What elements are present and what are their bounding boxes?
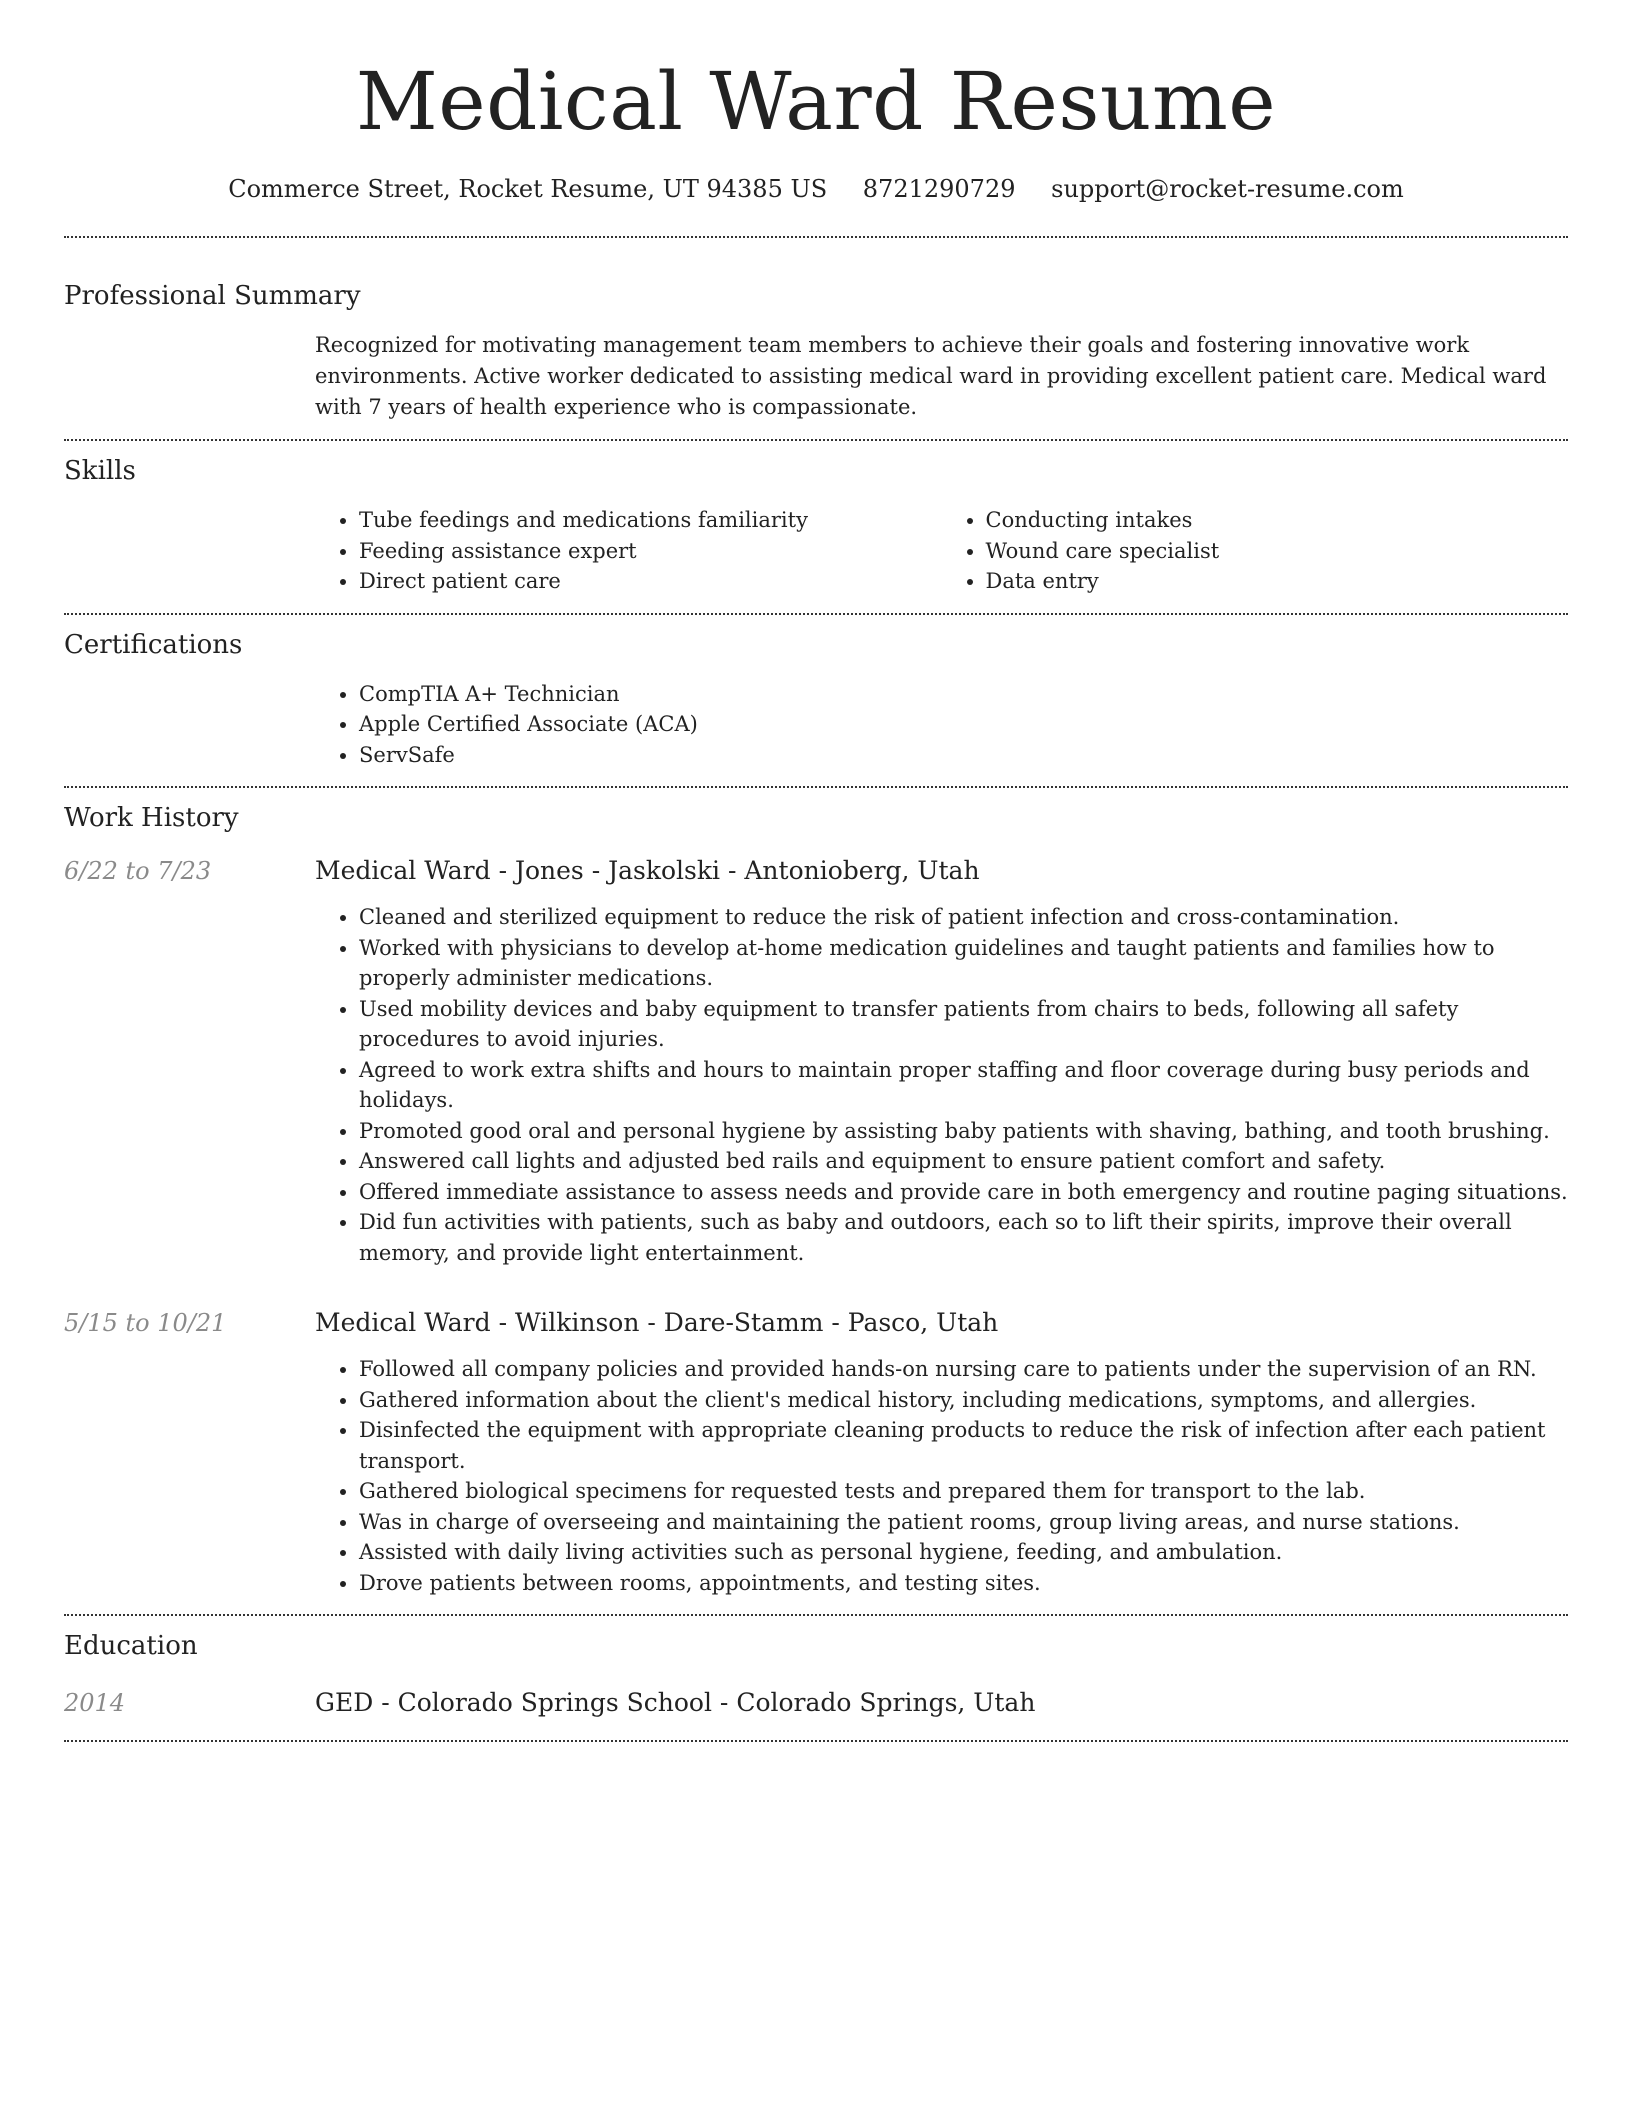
- certifications-bullets: [315, 679, 1568, 771]
- job-bullet: • Gathered information about the client's medical history, including medications, symptoms, and allergies.: [359, 1385, 1568, 1416]
- job-dates: 5/15 to 10/21: [64, 1309, 227, 1337]
- job-bullet: • Gathered biological specimens for requested tests and prepared them for transport to the lab.: [359, 1476, 1568, 1507]
- job-header: [64, 854, 1568, 888]
- summary-title: Professional Summary: [64, 281, 361, 311]
- skill-item: • Feeding assistance expert: [359, 536, 942, 567]
- job-bullet: • Disinfected the equipment with appropriate cleaning products to reduce the risk of infection after each patient transport.: [359, 1415, 1568, 1476]
- job-responsibilities: [315, 1354, 1568, 1598]
- contact-address: Commerce Street, Rocket Resume, UT 94385 US: [228, 175, 828, 203]
- job-bullet: • Agreed to work extra shifts and hours to maintain proper staffing and floor coverage during busy periods and holidays.: [359, 1055, 1568, 1116]
- job-title: Medical Ward - Jones - Jaskolski - Antonioberg, Utah: [315, 856, 980, 885]
- summary-text: Recognized for motivating management team members to achieve their goals and fostering innovative work environments. Active worker dedicated to assisting medical ward in providing excellent patient care. Medical ward with 7 years of health experience who is compassionate.: [315, 333, 1547, 419]
- divider: [64, 1740, 1568, 1742]
- education-detail: GED - Colorado Springs School - Colorado Springs, Utah: [315, 1688, 1036, 1717]
- job-bullet: • Followed all company policies and provided hands-on nursing care to patients under the supervision of an RN.: [359, 1354, 1568, 1385]
- certification-item: • CompTIA A+ Technician: [359, 679, 1568, 710]
- job-bullet: • Did fun activities with patients, such as baby and outdoors, each so to lift their spirits, improve their overall memory, and provide light entertainment.: [359, 1207, 1568, 1268]
- job-bullet: • Drove patients between rooms, appointments, and testing sites.: [359, 1568, 1568, 1599]
- certifications-section: [64, 615, 1568, 787]
- education-section: [64, 1616, 1568, 1740]
- skills-list: [315, 505, 1568, 597]
- skill-item: • Direct patient care: [359, 566, 942, 597]
- resume-header: [64, 0, 1568, 206]
- job-bullet: • Was in charge of overseeing and maintaining the patient rooms, group living areas, and nurse stations.: [359, 1507, 1568, 1538]
- job-bullet: • Promoted good oral and personal hygiene by assisting baby patients with shaving, bathing, and tooth brushing.: [359, 1116, 1568, 1147]
- skill-item: • Tube feedings and medications familiarity: [359, 505, 942, 536]
- job-bullet: • Worked with physicians to develop at-home medication guidelines and taught patients and families how to properly administer medications.: [359, 933, 1568, 994]
- contact-email: support@rocket-resume.com: [1051, 175, 1404, 203]
- job-dates: 6/22 to 7/23: [64, 857, 212, 885]
- job-bullet: • Offered immediate assistance to assess needs and provide care in both emergency and routine paging situations.: [359, 1177, 1568, 1208]
- skill-item: • Conducting intakes: [986, 505, 1569, 536]
- certification-item: • ServSafe: [359, 740, 1568, 771]
- skills-title: Skills: [64, 456, 136, 486]
- job-bullet: • Cleaned and sterilized equipment to reduce the risk of patient infection and cross-contamination.: [359, 902, 1568, 933]
- job-title: Medical Ward - Wilkinson - Dare-Stamm - Pasco, Utah: [315, 1308, 999, 1337]
- contact-phone: 8721290729: [862, 175, 1016, 203]
- education-title: Education: [64, 1631, 198, 1661]
- certifications-list: [315, 679, 1568, 771]
- job-bullet: • Assisted with daily living activities such as personal hygiene, feeding, and ambulation.: [359, 1537, 1568, 1568]
- summary-section: [64, 238, 1568, 439]
- skills-section: [64, 441, 1568, 613]
- work-section: [64, 788, 1568, 1614]
- job-bullet: • Used mobility devices and baby equipment to transfer patients from chairs to beds, following all safety procedures to avoid injuries.: [359, 994, 1568, 1055]
- job-header: [64, 1306, 1568, 1340]
- contact-line: [64, 172, 1568, 206]
- skills-column-left: [315, 505, 942, 597]
- candidate-name: Medical Ward Resume: [355, 55, 1277, 148]
- job-bullet-list: [315, 902, 1568, 1268]
- skills-column-right: [942, 505, 1569, 597]
- skill-item: • Wound care specialist: [986, 536, 1569, 567]
- education-year: 2014: [64, 1689, 126, 1717]
- work-title: Work History: [64, 803, 239, 833]
- education-entry: [64, 1686, 1568, 1720]
- job-bullet-list: [315, 1354, 1568, 1598]
- job-bullet: • Answered call lights and adjusted bed rails and equipment to ensure patient comfort and safety.: [359, 1146, 1568, 1177]
- certifications-title: Certifications: [64, 629, 243, 660]
- skill-item: • Data entry: [986, 566, 1569, 597]
- job-responsibilities: [315, 902, 1568, 1268]
- certification-item: • Apple Certified Associate (ACA): [359, 709, 1568, 740]
